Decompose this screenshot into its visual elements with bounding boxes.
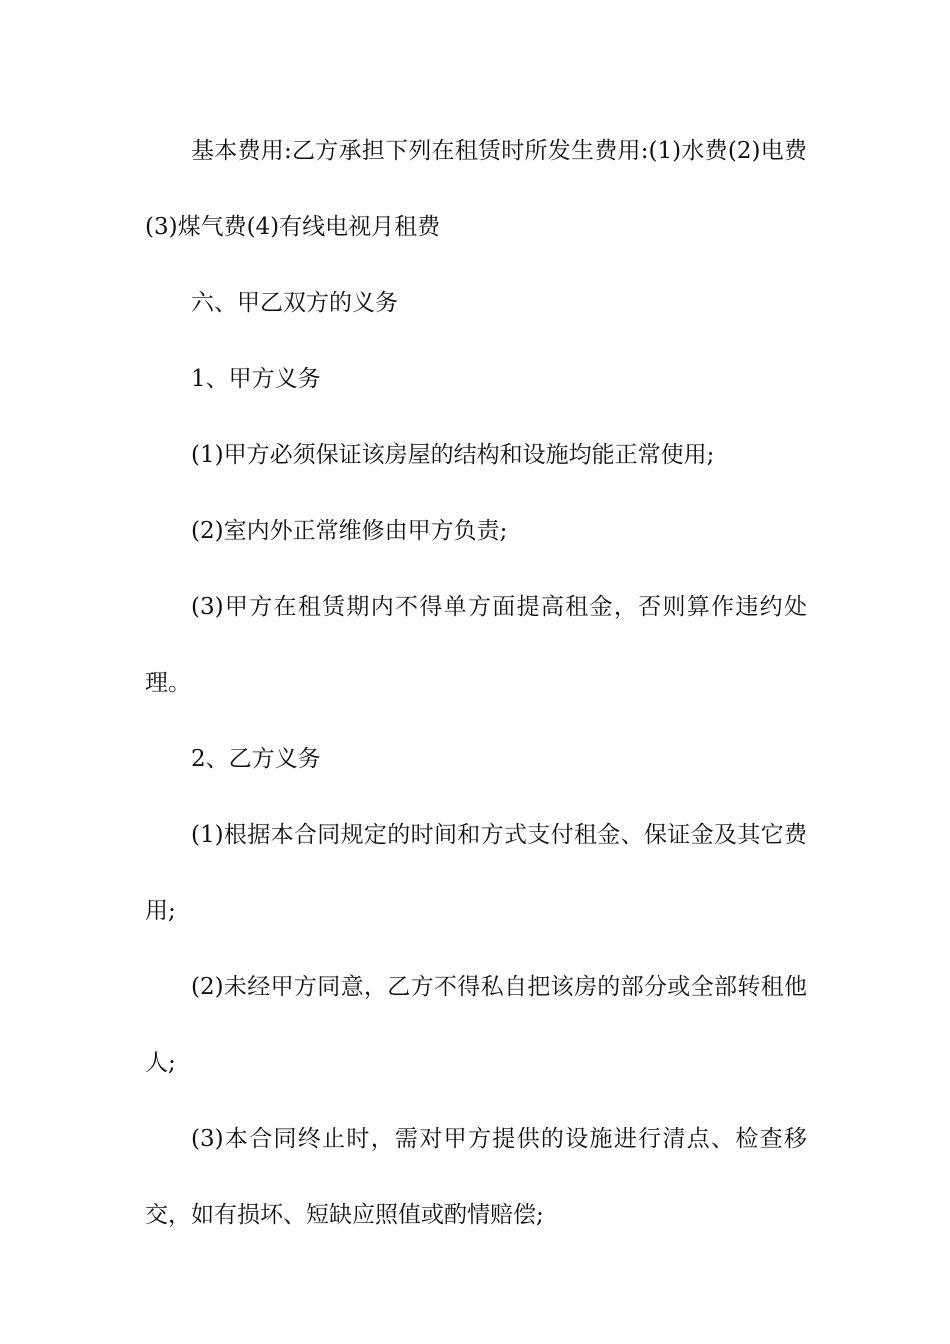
list-item-party-b-1: (1)根据本合同规定的时间和方式支付租金、保证金及其它费用; [145,822,807,924]
list-item-party-a-2: (2)室内外正常维修由甲方负责; [191,518,508,544]
subheading-party-b-obligations: 2、乙方义务 [191,746,321,772]
list-item-party-a-3: (3)甲方在租赁期内不得单方面提高租金，否则算作违约处理。 [145,594,807,696]
list-item-party-b-3: (3)本合同终止时，需对甲方提供的设施进行清点、检查移交，如有损坏、短缺应照值或酌情赔偿; [145,1126,807,1228]
section-heading-obligations: 六、甲乙双方的义务 [191,290,398,316]
document-body [145,113,807,1253]
subheading-party-a-obligations: 1、甲方义务 [191,366,321,392]
list-item-party-b-2: (2)未经甲方同意，乙方不得私自把该房的部分或全部转租他人; [145,974,807,1076]
list-item-party-a-1: (1)甲方必须保证该房屋的结构和设施均能正常使用; [191,442,715,468]
paragraph-basic-fees: 基本费用:乙方承担下列在租赁时所发生费用:(1)水费(2)电费(3)煤气费(4)有线电视月租费 [145,138,807,240]
